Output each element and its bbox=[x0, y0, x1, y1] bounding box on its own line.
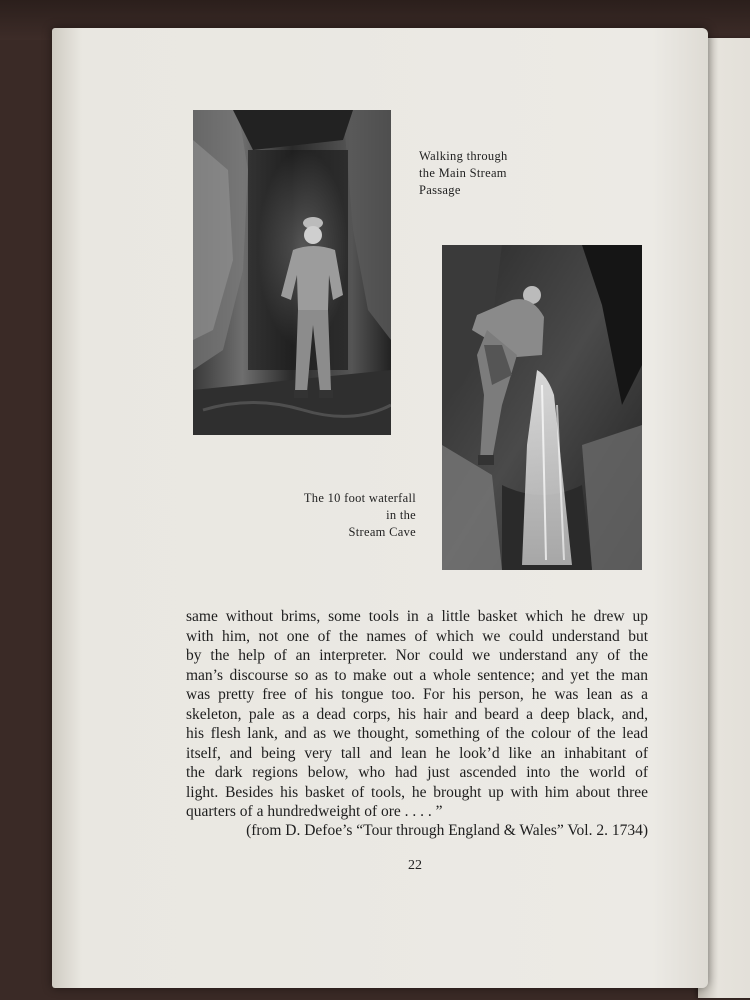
caption-line: the Main Stream bbox=[419, 166, 507, 180]
citation: (from D. Defoe’s “Tour through England & Wales” Vol. 2. 1734) bbox=[246, 822, 648, 839]
page-number: 22 bbox=[408, 858, 422, 873]
photo-waterfall bbox=[442, 245, 642, 570]
photo-main-stream-passage bbox=[193, 110, 391, 435]
caption-line: Stream Cave bbox=[348, 525, 416, 539]
body-line: with him, not one of the names of which we could understand but bbox=[186, 627, 648, 645]
body-line: light. Besides his basket of tools, he brought up with him about three bbox=[186, 783, 648, 801]
body-line: was pretty free of his tongue too. For his person, he was lean as a bbox=[186, 686, 648, 703]
caption-main-stream-passage bbox=[419, 148, 508, 199]
body-text bbox=[186, 607, 648, 822]
body-line: his flesh lank, and as we thought, something of the colour of the lead bbox=[186, 725, 648, 742]
caption-line: Passage bbox=[419, 183, 461, 197]
body-line: man’s discourse so as to make out a whole sentence; and yet the man bbox=[186, 666, 648, 684]
body-line: the dark regions below, who had just ascended into the world of bbox=[186, 764, 648, 781]
body-line: same without brims, some tools in a little basket which he drew up bbox=[186, 608, 648, 625]
caption-line: The 10 foot waterfall bbox=[303, 491, 416, 505]
caption-line: Walking through bbox=[419, 149, 508, 163]
body-line: by the help of an interpreter. Nor could we understand any of the bbox=[186, 647, 648, 664]
caption-waterfall bbox=[280, 490, 416, 541]
caver-waterfall-icon bbox=[442, 245, 642, 570]
caption-line: in the bbox=[386, 508, 416, 522]
caver-walking-icon bbox=[193, 110, 391, 435]
body-line: quarters of a hundredweight of ore . . . . ” bbox=[186, 803, 443, 820]
body-line: skeleton, pale as a dead corps, his hair and beard a deep black, and, bbox=[186, 705, 648, 723]
body-line: itself, and being very tall and lean he look’d like an inhabitant of bbox=[186, 744, 648, 762]
